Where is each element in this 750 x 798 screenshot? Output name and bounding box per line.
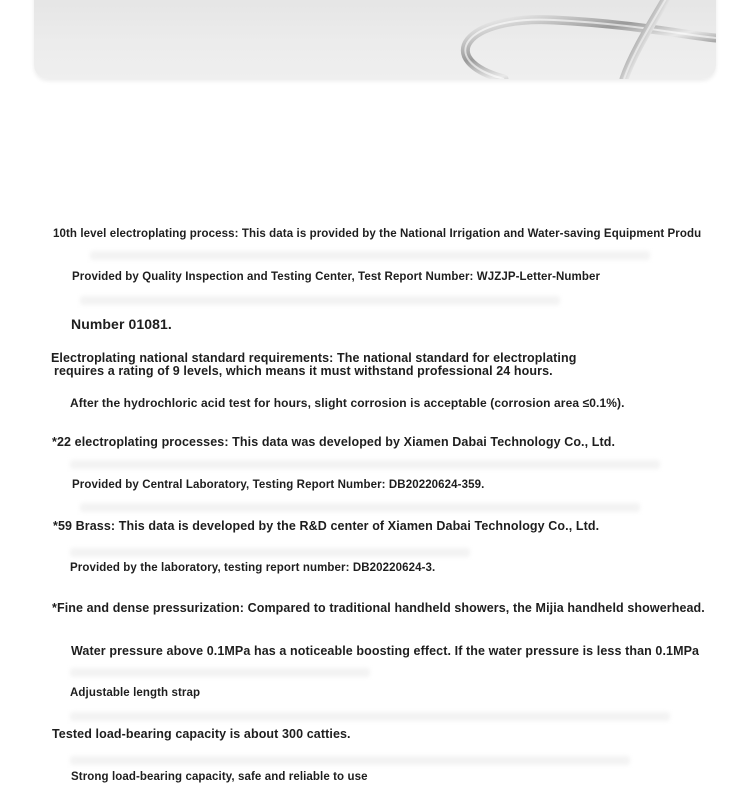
text-line-quality-inspection: Provided by Quality Inspection and Testing Center, Test Report Number: WJZJP-Letter-Number bbox=[72, 271, 601, 283]
faint-background-text bbox=[80, 296, 560, 305]
text-line-load-bearing-safe: Strong load-bearing capacity, safe and reliable to use bbox=[71, 771, 368, 783]
shower-hose-image bbox=[34, 0, 716, 79]
text-line-electroplating-processes: *22 electroplating processes: This data was developed by Xiamen Dabai Technology Co., Ltd. bbox=[52, 435, 616, 449]
text-line-load-bearing-tested: Tested load-bearing capacity is about 300 catties. bbox=[52, 727, 351, 741]
text-line-adjustable-strap: Adjustable length strap bbox=[70, 687, 201, 699]
text-line-national-standard: Electroplating national standard requirements: The national standard for electroplating bbox=[51, 351, 577, 365]
product-hero-banner bbox=[34, 0, 716, 79]
text-line-rating-requirement: requires a rating of 9 levels, which means it must withstand professional 24 hours. bbox=[54, 364, 553, 378]
faint-background-text bbox=[70, 712, 670, 721]
faint-background-text bbox=[80, 503, 640, 512]
faint-background-text bbox=[70, 668, 370, 677]
text-line-report-number: Number 01081. bbox=[71, 316, 172, 332]
text-line-pressurization: *Fine and dense pressurization: Compared to traditional handheld showers, the Mijia handheld showerhead. bbox=[52, 601, 705, 615]
faint-background-text bbox=[90, 251, 650, 260]
text-line-central-laboratory: Provided by Central Laboratory, Testing Report Number: DB20220624-359. bbox=[72, 479, 485, 491]
text-line-water-pressure: Water pressure above 0.1MPa has a noticeable boosting effect. If the water pressure is less than 0.1MPa bbox=[71, 644, 700, 658]
text-line-electroplating-level: 10th level electroplating process: This data is provided by the National Irrigation and Water-saving Equipment Produ bbox=[53, 228, 702, 240]
faint-background-text bbox=[70, 548, 470, 557]
faint-background-text bbox=[70, 756, 630, 765]
text-line-brass: *59 Brass: This data is developed by the R&D center of Xiamen Dabai Technology Co., Ltd. bbox=[53, 519, 600, 533]
text-line-laboratory-report: Provided by the laboratory, testing report number: DB20220624-3. bbox=[70, 562, 436, 574]
faint-background-text bbox=[70, 460, 660, 469]
text-line-acid-test: After the hydrochloric acid test for hours, slight corrosion is acceptable (corrosion area ≤0.1%). bbox=[70, 396, 625, 410]
